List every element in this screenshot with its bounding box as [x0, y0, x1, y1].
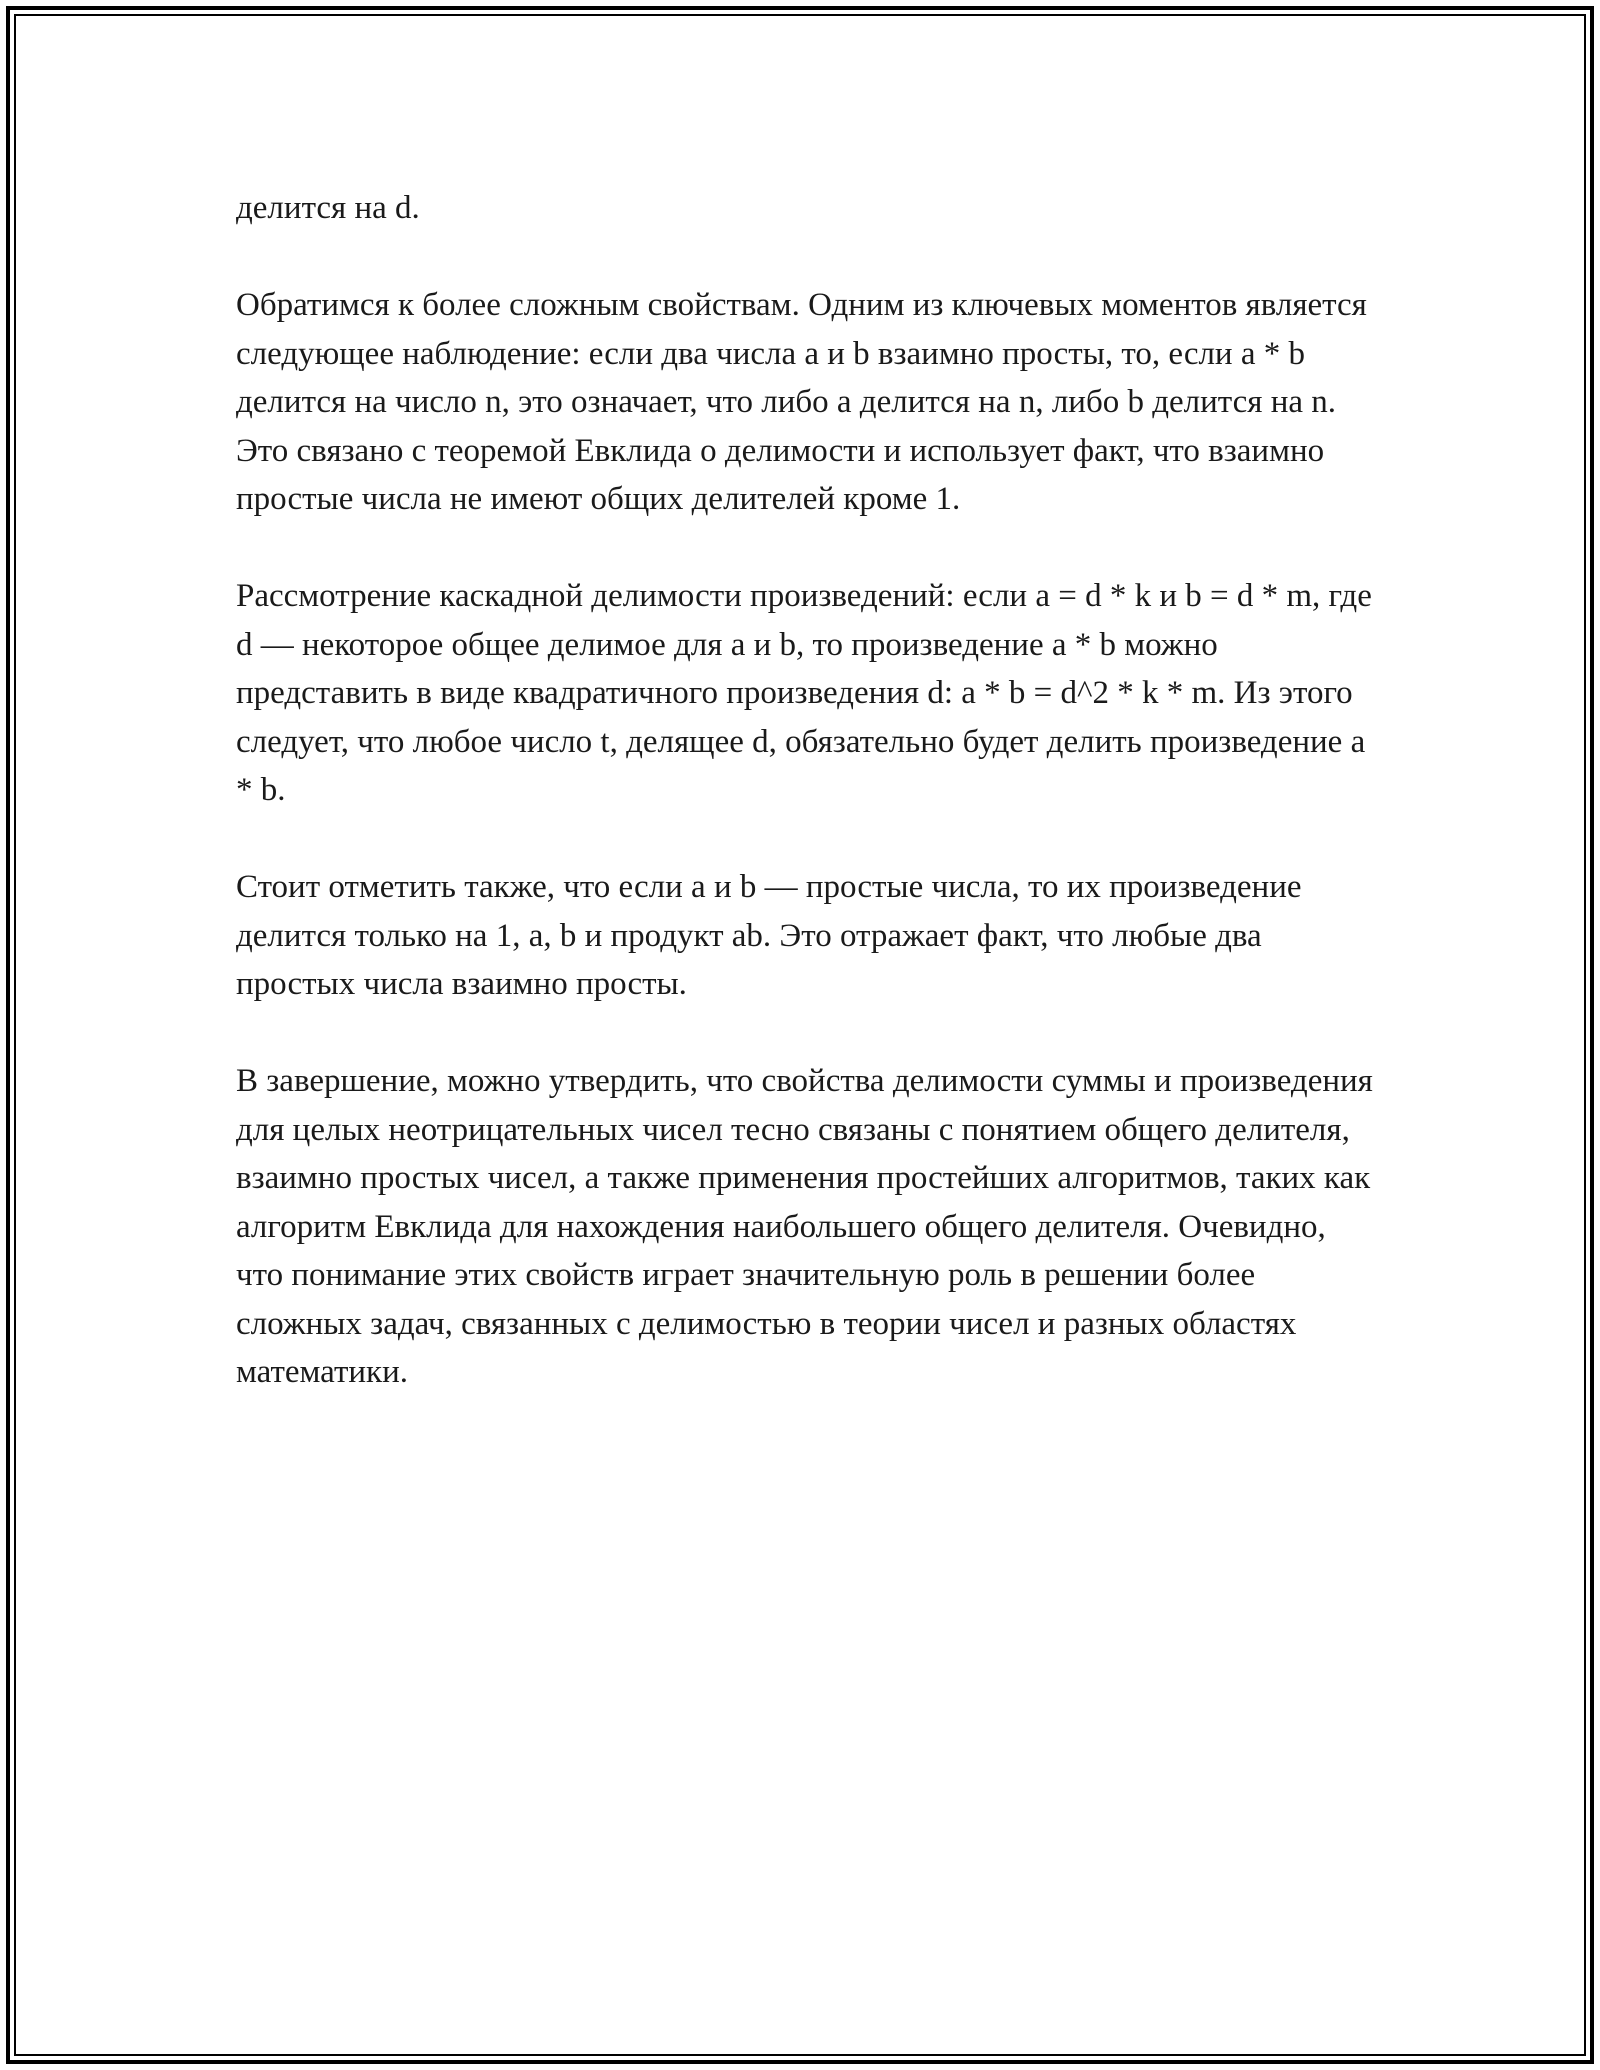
paragraph-conclusion: В завершение, можно утвердить, что свойства делимости суммы и произведения для целых неотрицательных чисел тесно связаны с понятием общего делителя, взаимно простых чисел, а также применения простейших алгоритмов, таких как алгоритм Евклида для нахождения наибольшего общего делителя. Очевидно, что понимание этих свойств играет значительную роль в решении более сложных задач, связанных с делимостью в теории чисел и разных областях математики. — [236, 1063, 1373, 1390]
paragraph-continuation: делится на d. — [236, 190, 420, 226]
paragraph-prime-product: Стоит отметить также, что если a и b — простые числа, то их произведение делится только на 1, a, b и продукт ab. Это отражает факт, что любые два простых числа взаимно просты. — [236, 869, 1302, 1002]
document-body — [236, 184, 1376, 1397]
paragraph-coprime-divisibility: Обратимся к более сложным свойствам. Одним из ключевых моментов является следующее наблюдение: если два числа a и b взаимно просты, то, если a * b делится на число n, это означает, что либо a делится на n, либо b делится на n. Это связано с теоремой Евклида о делимости и использует факт, что взаимно простые числа не имеют общих делителей кроме 1. — [236, 287, 1367, 517]
paragraph-cascade-divisibility: Рассмотрение каскадной делимости произведений: если a = d * k и b = d * m, где d — некоторое общее делимое для a и b, то произведение a * b можно представить в виде квадратичного произведения d: a * b = d^2 * k * m. Из этого следует, что любое число t, делящее d, обязательно будет делить произведение a * b. — [236, 578, 1372, 808]
